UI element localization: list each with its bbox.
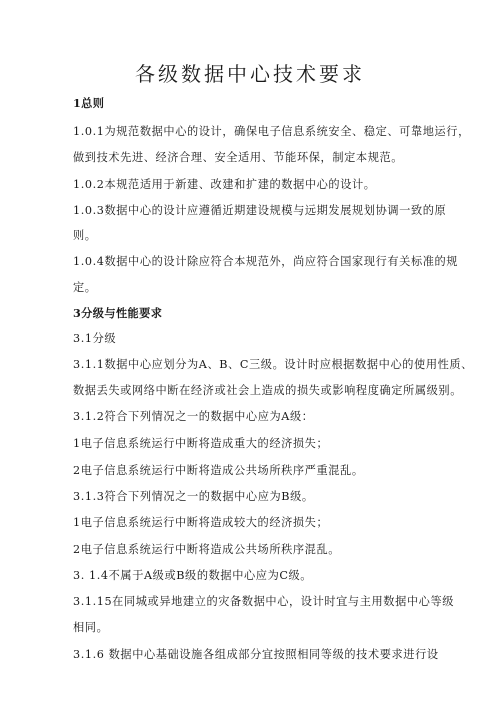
document-title: 各级数据中心技术要求 xyxy=(135,62,365,86)
paragraph-line: 做到技术先进、经济合理、安全适用、节能环保，制定本规范。 xyxy=(73,151,404,164)
paragraph-line: 1.0.2本规范适用于新建、改建和扩建的数据中心的设计。 xyxy=(73,178,376,191)
paragraph-line: 2电子信息系统运行中断将造成公共场所秩序严重混乱。 xyxy=(73,464,364,477)
paragraph-line: 1电子信息系统运行中断将造成较大的经济损失； xyxy=(73,516,329,529)
paragraph-line: 则。 xyxy=(73,229,97,242)
paragraph-line: 1.0.4数据中心的设计除应符合本规范外，尚应符合国家现行有关标准的规 xyxy=(73,255,459,268)
paragraph-line: 3.1.6 数据中心基础设施各组成部分宜按照相同等级的技术要求进行设 xyxy=(73,648,439,661)
paragraph-line: 1.0.1为规范数据中心的设计，确保电子信息系统安全、稳定、可靠地运行， xyxy=(73,125,470,138)
paragraph-line: 数据丢失或网络中断在经济或社会上造成的损失或影响程度确定所属级别。 xyxy=(73,384,462,397)
paragraph-line: 3.1分级 xyxy=(73,332,117,345)
paragraph-line: 3. 1.4不属于A级或B级的数据中心应为C级。 xyxy=(73,569,313,582)
paragraph-line: 3.1.2符合下列情况之一的数据中心应为A级： xyxy=(73,410,314,423)
paragraph-line: 3.1.15在同城或异地建立的灾备数据中心，设计时宜与主用数据中心等级 xyxy=(73,595,455,608)
section-heading: 3分级与性能要求 xyxy=(73,306,163,320)
section-heading: 1总则 xyxy=(73,96,105,110)
paragraph-line: 定。 xyxy=(73,281,97,294)
paragraph-line: 相同。 xyxy=(73,621,109,634)
paragraph-line: 1.0.3数据中心的设计应遵循近期建设规模与远期发展规划协调一致的原 xyxy=(73,204,447,217)
paragraph-line: 1电子信息系统运行中断将造成重大的经济损失； xyxy=(73,437,329,450)
paragraph-line: 3.1.1数据中心应划分为A、B、C三级。设计时应根据数据中心的使用性质、 xyxy=(73,358,473,371)
paragraph-line: 3.1.3符合下列情况之一的数据中心应为B级。 xyxy=(73,490,314,503)
paragraph-line: 2电子信息系统运行中断将造成公共场所秩序混乱。 xyxy=(73,543,341,556)
